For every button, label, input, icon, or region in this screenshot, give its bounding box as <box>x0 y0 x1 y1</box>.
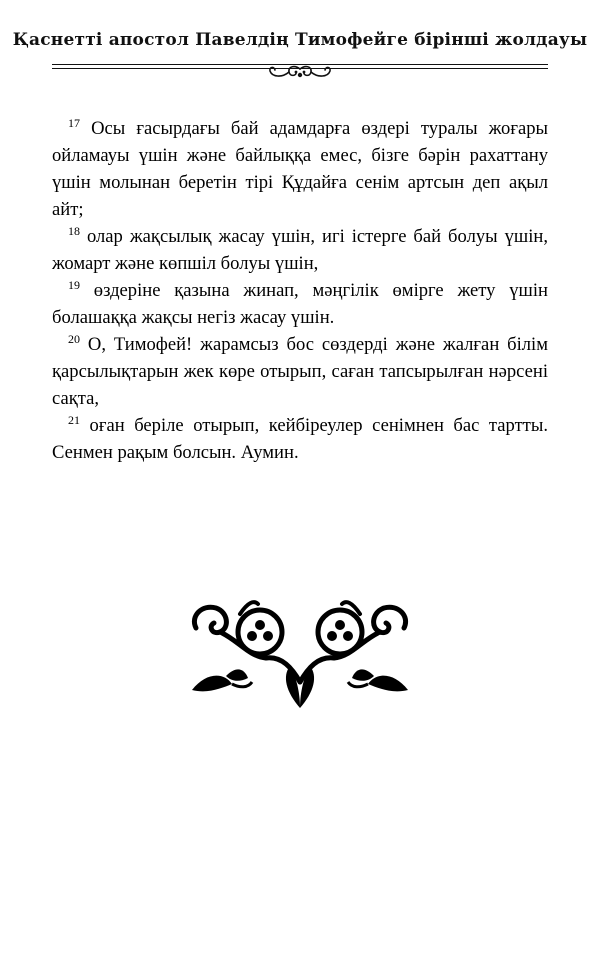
verse-text: олар жақсылық жасау үшін, игі істерге бай болуы үшін, жомарт және көпшіл болуы үшін, <box>52 226 548 274</box>
header-flourish-ornament <box>262 63 338 83</box>
verse-text: Осы ғасырдағы бай адамдарға өздері туралы жоғары ойламауы үшін және байлыққа емес, бізге бәрін рахаттану үшін молынан беретін тірі Құдайға сенім артсын деп ақыл айт; <box>52 118 548 220</box>
verse-number: 21 <box>68 413 80 427</box>
floral-ornament <box>182 596 418 716</box>
verse-number: 18 <box>68 224 80 238</box>
verse-21 <box>52 412 548 466</box>
verse-text-block <box>52 115 548 466</box>
verse-20 <box>52 331 548 412</box>
verse-text: өздеріне қазына жинап, мәңгілік өмірге жету үшін болашаққа жақсы негіз жасау үшін. <box>52 280 548 328</box>
verse-text: О, Тимофей! жарамсыз бос сөздерді және жалған білім қарсылықтарын жек көре отырып, саған тапсырылған нәрсені сақта, <box>52 334 548 409</box>
running-header-title: Қаснетті апостол Павелдің Тимофейге бірінші жолдауы <box>12 30 588 50</box>
verse-19 <box>52 277 548 331</box>
verse-number: 17 <box>68 116 80 130</box>
verse-17 <box>52 115 548 223</box>
verse-text: оған беріле отырып, кейбіреулер сенімнен бас тартты. Сенмен рақым болсын. Аумин. <box>52 415 548 463</box>
verse-number: 20 <box>68 332 80 346</box>
verse-18 <box>52 223 548 277</box>
verse-number: 19 <box>68 278 80 292</box>
